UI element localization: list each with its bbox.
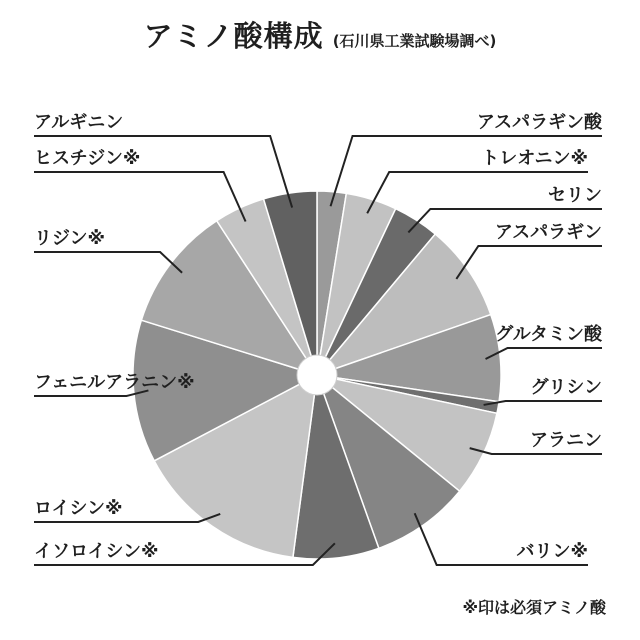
slice-label: アスパラギン: [494, 222, 602, 243]
slice-label: グリシン: [530, 377, 602, 398]
slice-label: セリン: [548, 185, 602, 206]
pie-center-hole: [297, 355, 337, 395]
slice-label: アスパラギン酸: [476, 112, 602, 133]
slice-leader-line: [486, 348, 602, 359]
slice-label: バリン※: [516, 541, 588, 562]
chart-subtitle: (石川県工業試験場調べ): [332, 32, 497, 50]
slice-label: フェニルアラニン※: [34, 372, 195, 393]
slice-label: ロイシン※: [34, 498, 123, 519]
slice-label: グルタミン酸: [495, 324, 602, 345]
slice-leader-line: [484, 401, 602, 405]
slice-label: アルギニン: [34, 112, 124, 133]
slice-label: アラニン: [530, 430, 602, 451]
slice-leader-line: [34, 172, 246, 222]
slice-label: リジン※: [34, 228, 106, 249]
slice-label: ヒスチジン※: [34, 148, 141, 169]
essential-footnote: ※印は必須アミノ酸: [462, 598, 606, 617]
slice-label: イソロイシン※: [34, 541, 159, 562]
chart-title: アミノ酸構成: [143, 19, 324, 53]
slice-leader-line: [456, 246, 602, 279]
slice-leader-line: [34, 252, 182, 273]
slice-label: トレオニン※: [481, 148, 588, 169]
